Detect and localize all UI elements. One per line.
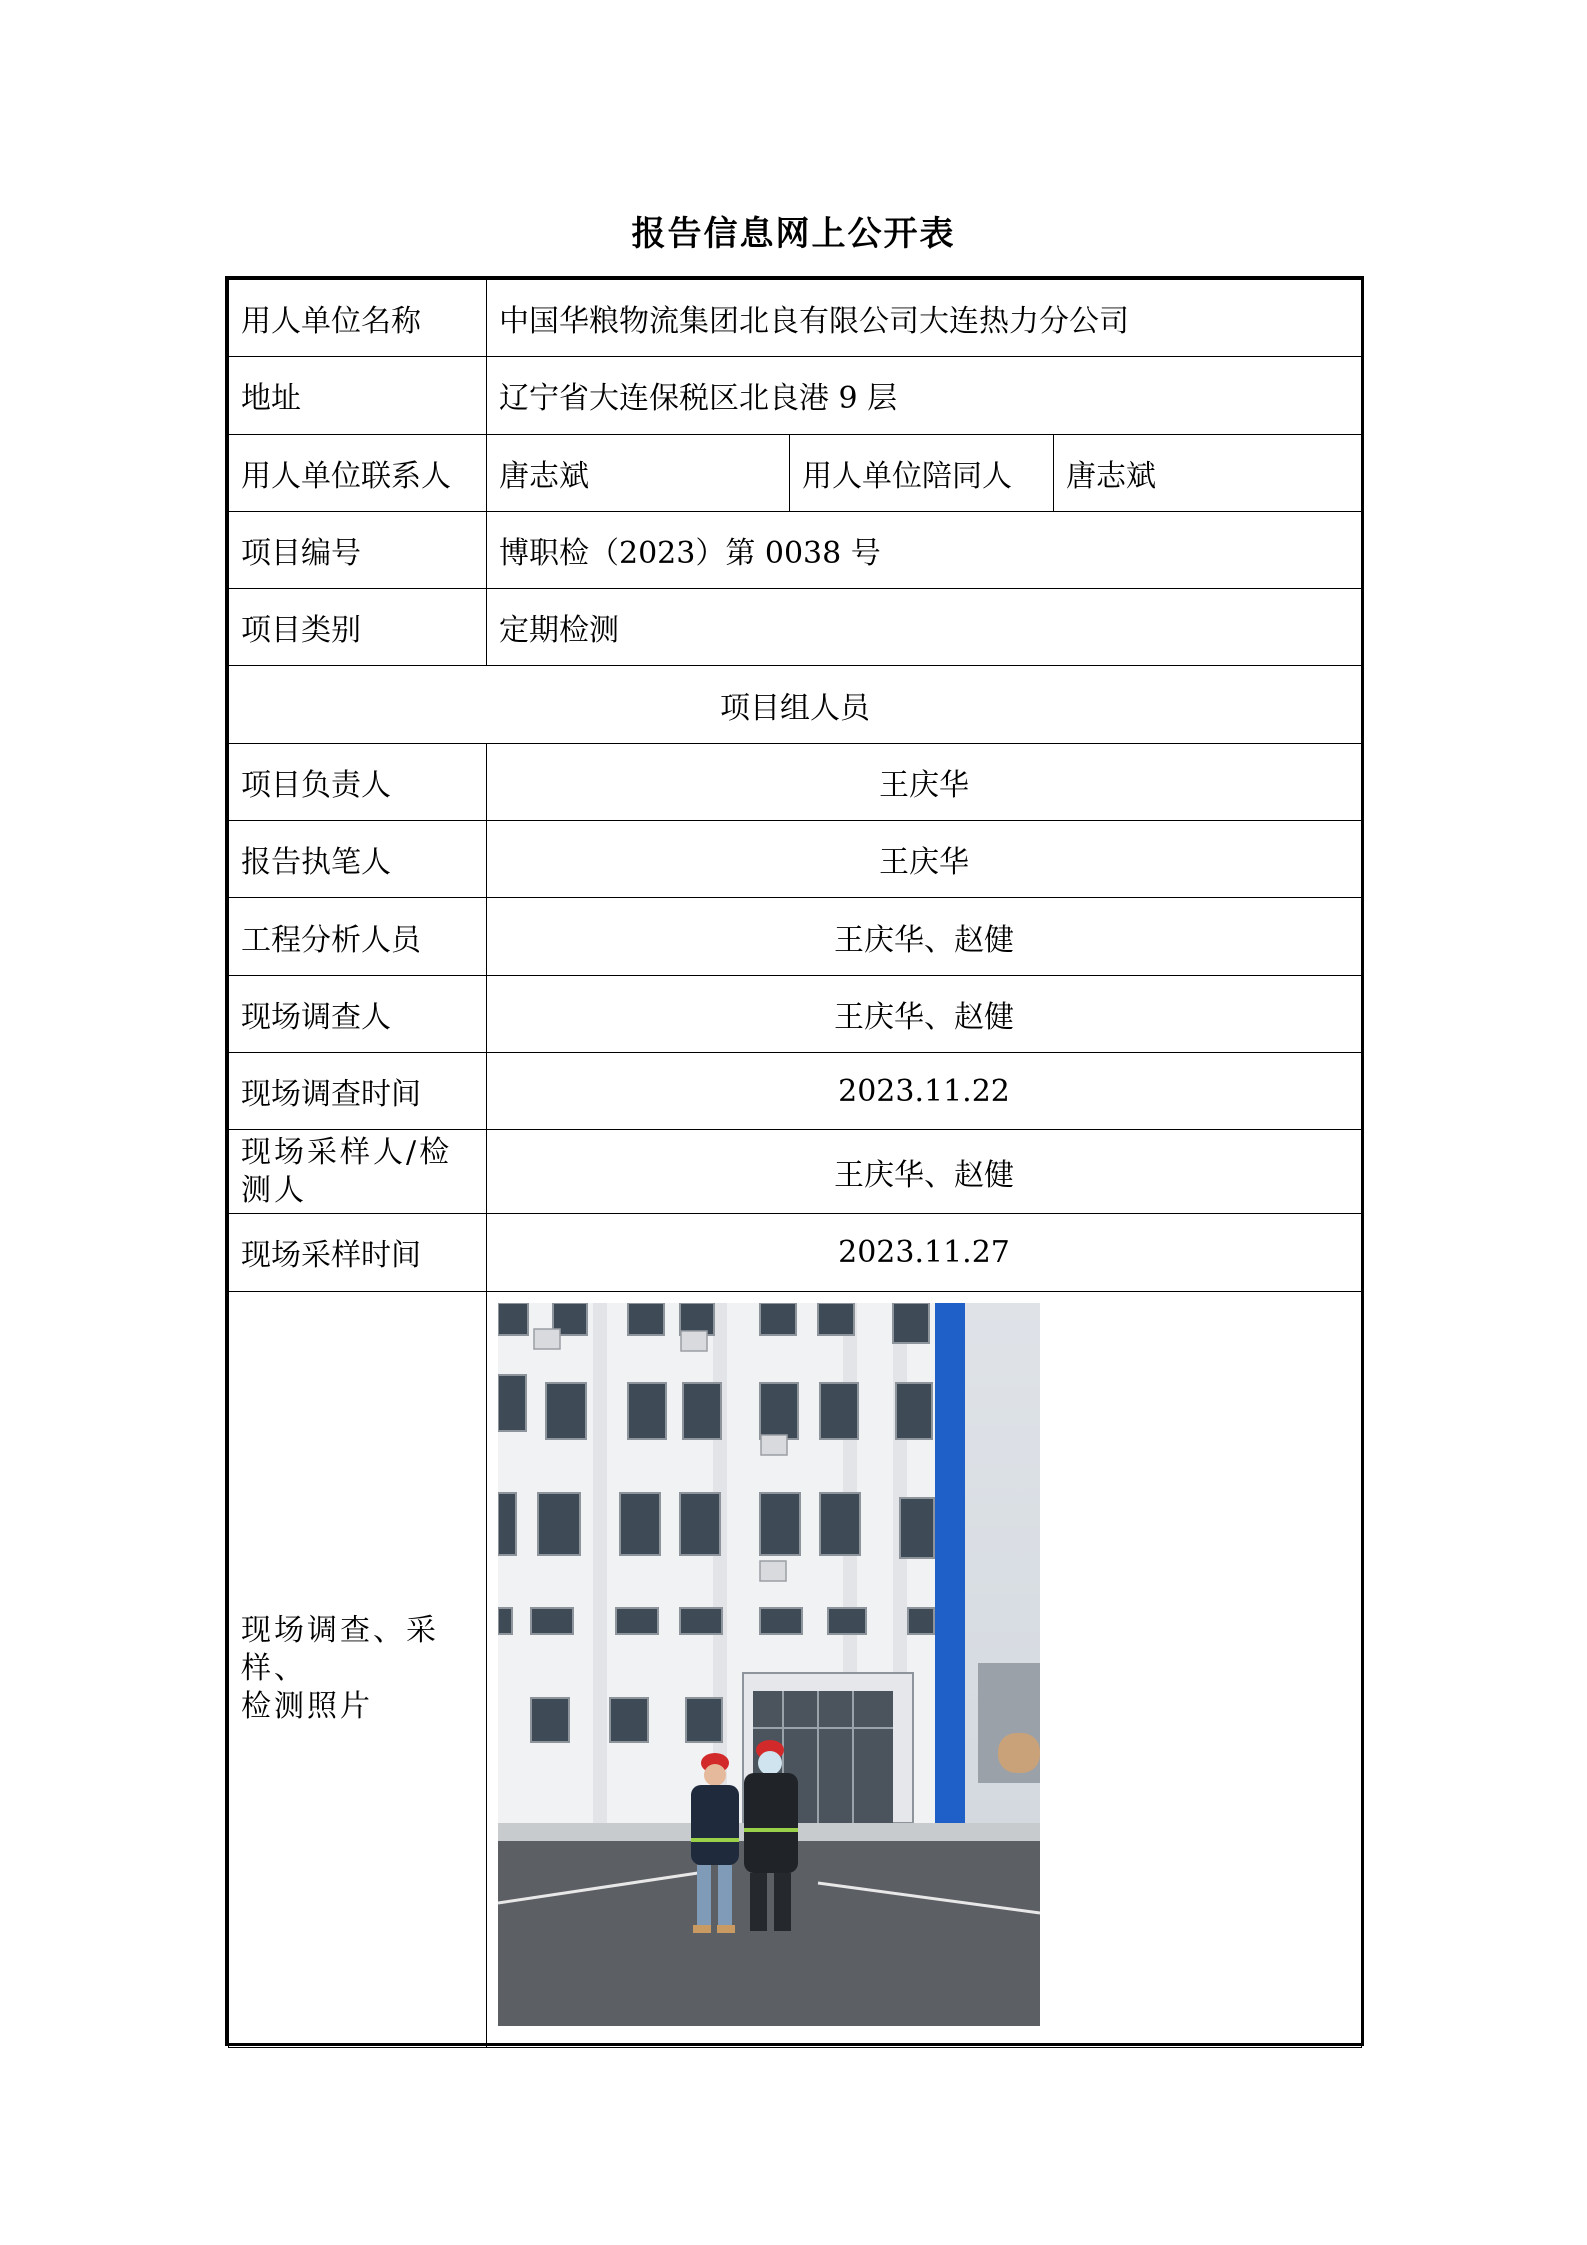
leader-value: 王庆华	[487, 743, 1362, 820]
table-row	[229, 821, 1362, 898]
table-row	[229, 589, 1362, 666]
site-photo-illustration	[498, 1303, 1040, 2026]
analyst-value: 王庆华、赵健	[487, 898, 1362, 975]
project-type-value: 定期检测	[487, 589, 1362, 666]
table-row	[229, 357, 1362, 434]
sampler-label-line1: 现场采样人/检	[241, 1134, 453, 1170]
project-no-label: 项目编号	[229, 511, 487, 588]
writer-label: 报告执笔人	[229, 821, 487, 898]
contact-value: 唐志斌	[487, 434, 790, 511]
escort-label: 用人单位陪同人	[790, 434, 1054, 511]
table-row	[229, 898, 1362, 975]
site-photo	[498, 1303, 1040, 2026]
writer-value: 王庆华	[487, 821, 1362, 898]
investigator-value: 王庆华、赵健	[487, 975, 1362, 1052]
project-no-value: 博职检（2023）第 0038 号	[487, 511, 1362, 588]
page-title: 报告信息网上公开表	[631, 214, 956, 254]
employer-name-value: 中国华粮物流集团北良有限公司大连热力分公司	[487, 280, 1362, 357]
table-row	[229, 743, 1362, 820]
address-value: 辽宁省大连保税区北良港 9 层	[487, 357, 1362, 434]
photo-label-line1: 现场调查、采样、	[241, 1613, 439, 1687]
sampler-label-line2: 测人	[241, 1172, 307, 1208]
investigator-label: 现场调查人	[229, 975, 487, 1052]
analyst-label: 工程分析人员	[229, 898, 487, 975]
distant-tank	[998, 1733, 1040, 1773]
table-row	[229, 434, 1362, 511]
table-row	[229, 1214, 1362, 1291]
table-row	[229, 666, 1362, 743]
table-row	[229, 511, 1362, 588]
contact-label: 用人单位联系人	[229, 434, 487, 511]
leader-label: 项目负责人	[229, 743, 487, 820]
table-row	[229, 1130, 1362, 1214]
sampler-label	[229, 1130, 487, 1214]
address-label: 地址	[229, 357, 487, 434]
investigation-time-label: 现场调查时间	[229, 1052, 487, 1129]
investigation-time-value: 2023.11.22	[487, 1052, 1362, 1129]
escort-value: 唐志斌	[1054, 434, 1362, 511]
sampler-value: 王庆华、赵健	[487, 1130, 1362, 1214]
employer-name-label: 用人单位名称	[229, 280, 487, 357]
photo-label	[229, 1291, 487, 2047]
team-section-header: 项目组人员	[229, 666, 1362, 743]
blue-wall-strip	[935, 1303, 965, 1823]
table-row	[229, 1052, 1362, 1129]
photo-label-line2: 检测照片	[241, 1689, 373, 1725]
table-row	[229, 975, 1362, 1052]
project-type-label: 项目类别	[229, 589, 487, 666]
table-row	[229, 280, 1362, 357]
sampling-time-value: 2023.11.27	[487, 1214, 1362, 1291]
sampling-time-label: 现场采样时间	[229, 1214, 487, 1291]
